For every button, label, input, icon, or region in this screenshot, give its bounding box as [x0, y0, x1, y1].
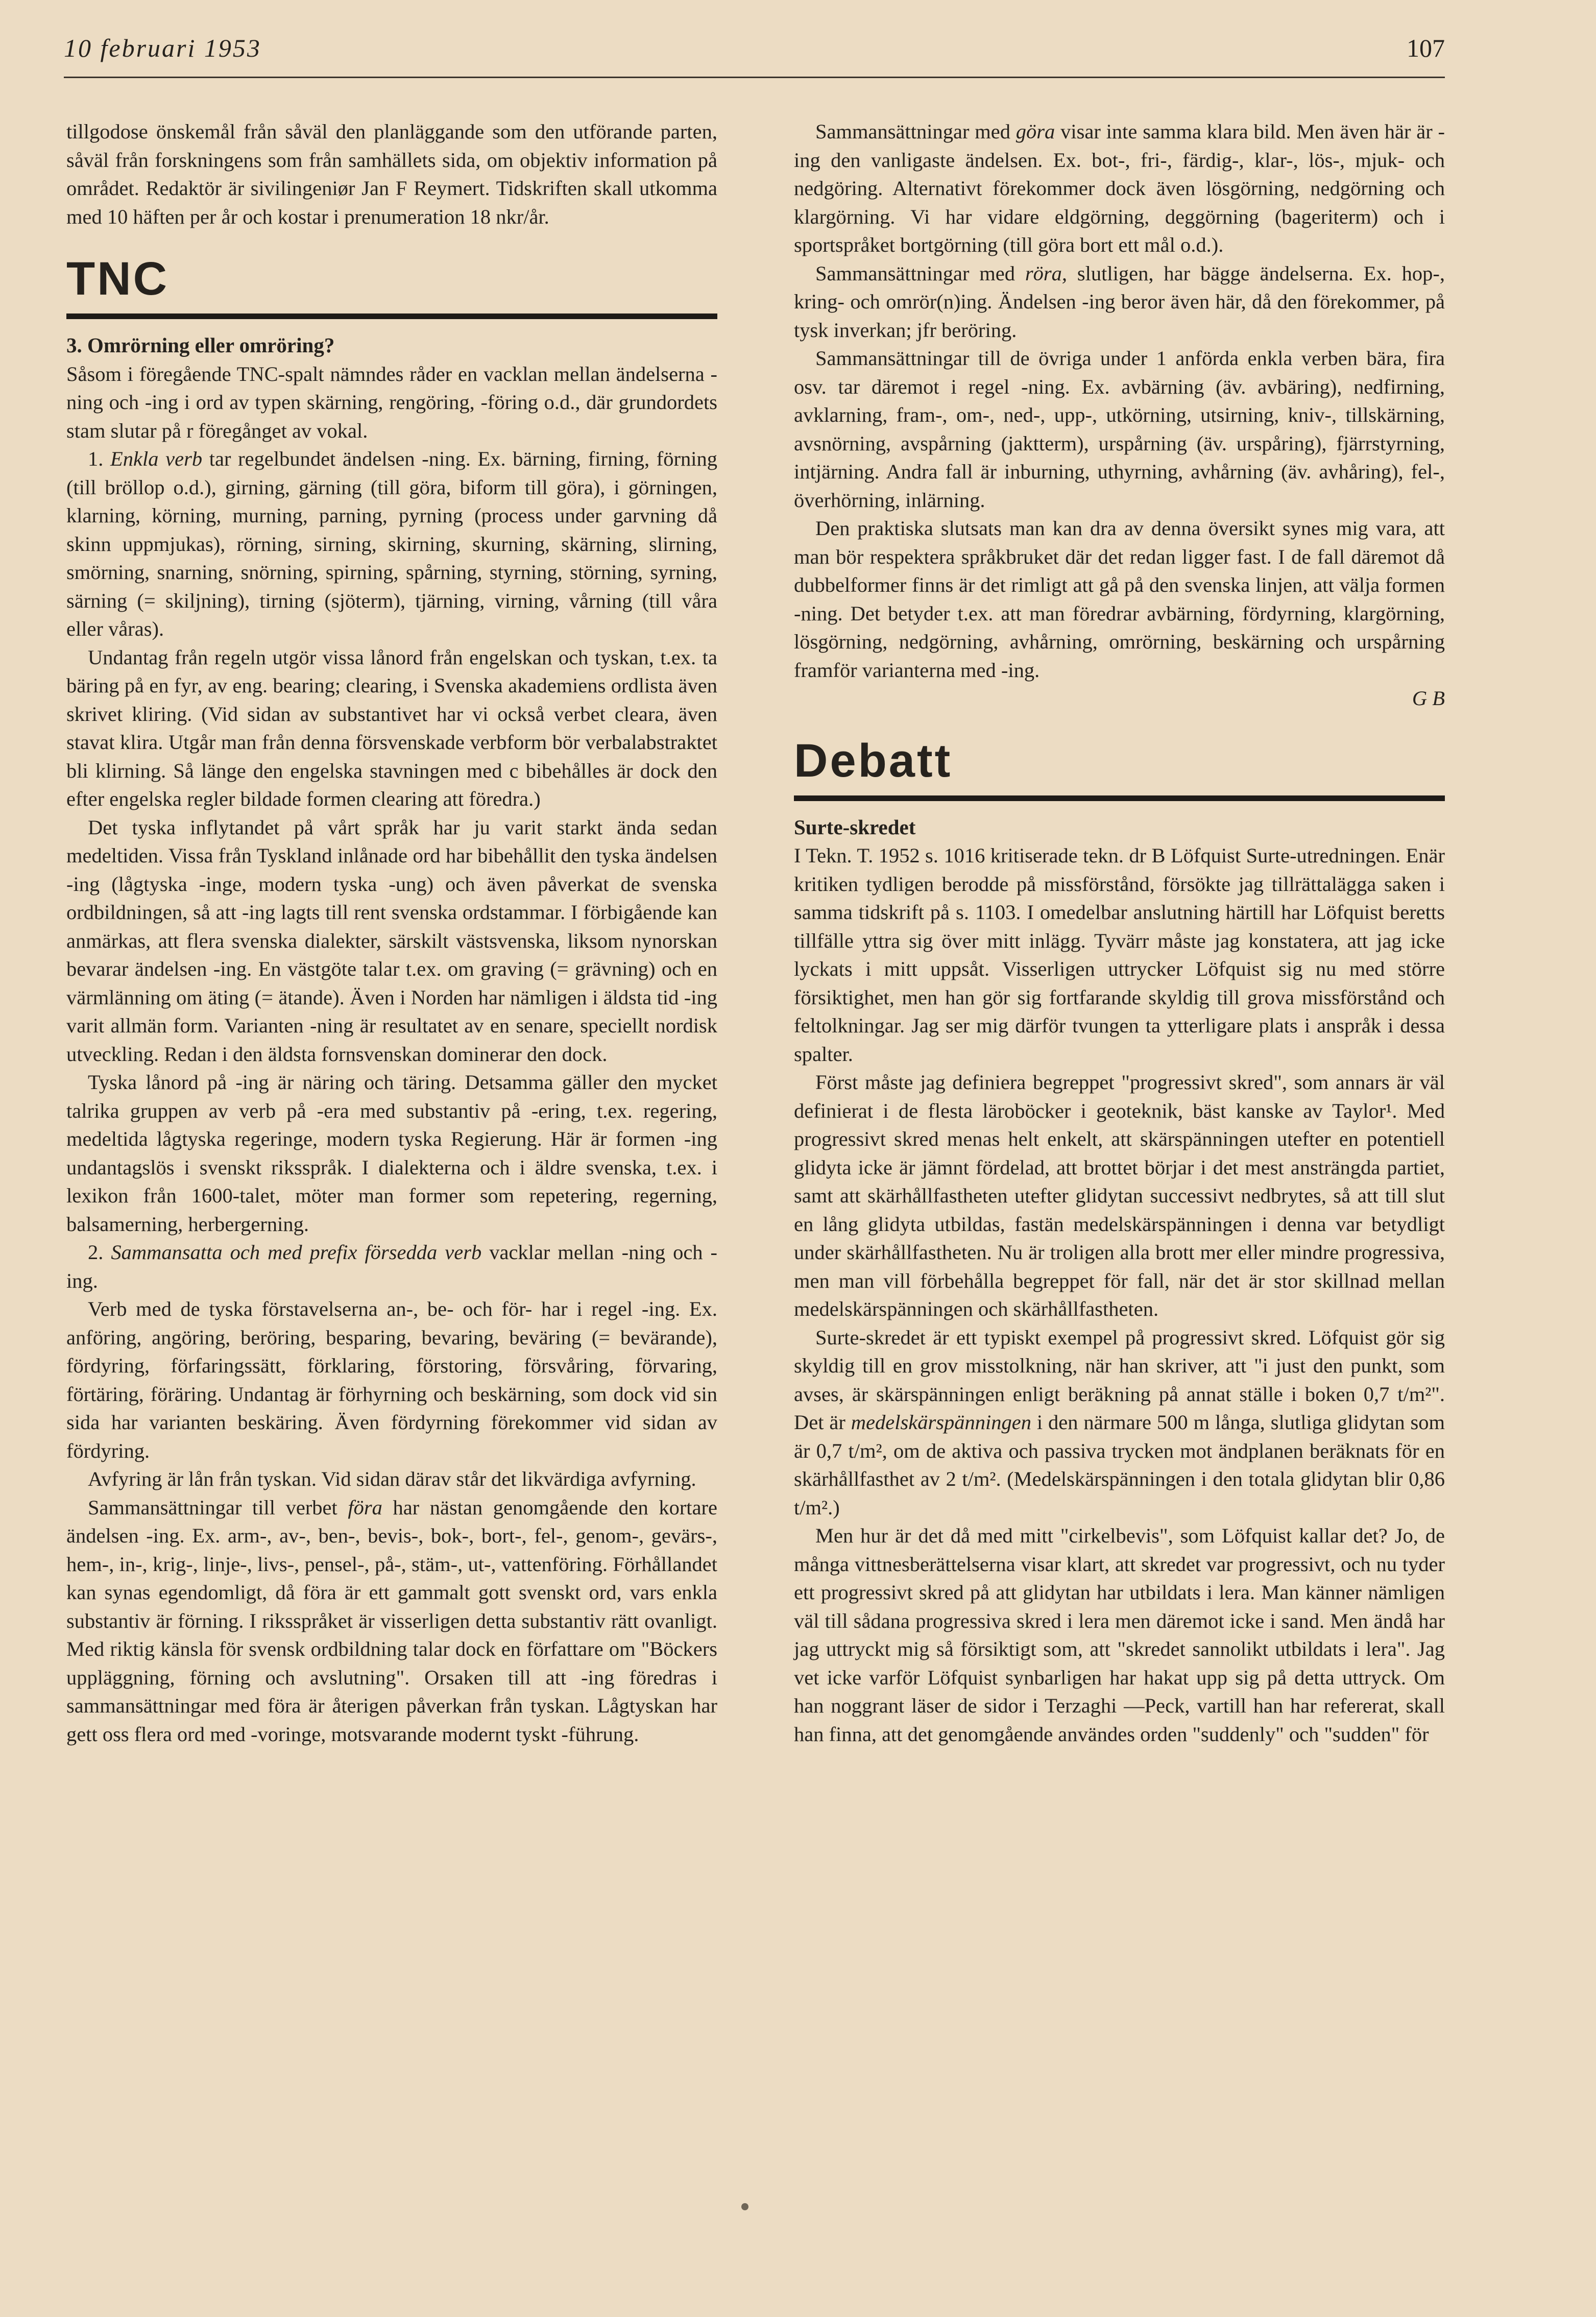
- paragraph: [66, 1493, 717, 1749]
- section-rule-tnc: [66, 313, 717, 319]
- paragraph: Verb med de tyska förstavelserna an-, be- och för- har i regel -ing. Ex. anföring, angöring, beröring, besparing, bevaring, beväring (= bevärande), fördyring, förfaringssätt, förklaring, förstoring, försvåring, förvaring, förtäring, föräring. Undantag är förhyrning och beskärning, som dock vid sin sida har varianten beskäring. Även fördyrning förekommer vid sidan av fördyring.: [66, 1297, 717, 1462]
- emphasis: göra: [1015, 120, 1055, 143]
- subheading-surte-skredet: Surte-skredet: [794, 815, 916, 839]
- paragraph-text: Sammansättningar till verbet: [88, 1495, 337, 1519]
- issue-date: 10 februari 1953: [64, 34, 261, 62]
- paragraph: Först måste jag definiera begreppet "progressivt skred", som annars är väl definierat i de flesta läroböcker i geoteknik, bäst kanske av Taylor¹. Med progressivt skred menas helt enkelt, att skärspänningen utefter en potentiell glidyta icke är jämnt fördelad, att brottet börjar i det mest ansträngda partiet, samt att skärhållfastheten utefter glidytan successivt nedbrytes, så att till slut en lång glidyta utbildas, fastän medelskärspänningen i denna var betydligt under skärhållfastheten. Nu är troligen alla brott mer eller mindre progressiva, men man vill förbehålla begreppet för fall, när det är stor skillnad mellan medelskärspänningen och skärhållfastheten.: [794, 1071, 1445, 1320]
- paragraph: [66, 1238, 717, 1295]
- ink-spot: [741, 2203, 748, 2210]
- paragraph: Avfyring är lån från tyskan. Vid sidan därav står det likvärdiga avfyrning.: [88, 1467, 696, 1490]
- emphasis: Enkla verb: [110, 447, 203, 470]
- paragraph-text: Sammansättningar med: [815, 120, 1010, 143]
- intro-paragraph: tillgodose önskemål från såväl den planläggande som den utförande parten, såväl från forskningens som från samhällets sida, om objektiv information på området. Redaktör är sivilingeniør Jan F Reymert. Tidskriften skall utkomma med 10 häften per år och kostar i prenumeration 18 nkr/år.: [66, 120, 717, 228]
- paragraph: I Tekn. T. 1952 s. 1016 kritiserade tekn. dr B Löfquist Surte-utredningen. Enär kritiken tydligen berodde på missförstånd, försökte jag tillrättalägga saken i samma tidskrift på s. 1103. I omedelbar anslutning härtill har Löfquist beretts tillfälle yttra sig över mitt inlägg. Tyvärr måste jag konstatera, att jag icke lyckats i mitt uppsåt. Visserligen uttrycker Löfquist sig nu med större försiktighet, men han gör sig fortfarande skyldig till grova missförstånd och feltolkningar. Jag ser mig därför tvungen ta ytterligare plats i anspråk i dessa spalter.: [794, 844, 1445, 1066]
- paragraph-text: slutligen, har bägge ändelserna. Ex. hop-, kring- och omrör(n)ing. Ändelsen -ing beror även här, då den förekommer, på tysk inverkan; jfr beröring.: [794, 261, 1445, 342]
- emphasis: medelskärspänningen: [851, 1411, 1031, 1434]
- page-header: [64, 33, 1445, 89]
- section-title-debatt: Debatt: [794, 734, 953, 787]
- left-column: [66, 117, 717, 1748]
- emphasis: föra: [348, 1495, 382, 1519]
- list-number: 1.: [88, 447, 104, 470]
- author-signature: G B: [1412, 687, 1445, 710]
- paragraph: [794, 117, 1445, 259]
- right-column: [794, 117, 1445, 1748]
- paragraph: Det tyska inflytandet på vårt språk har ju varit starkt ända sedan medeltiden. Vissa från Tyskland inlånade ord har bibehållit den tyska ändelsen -ing (lågtyska -inge, modern tyska -ung) och även påverkat de svenska ordbildningen, så att -ing lagts till rent svenska ordstammar. I förbigående kan anmärkas, att flera svenska dialekter, särskilt västsvenska, liksom nynorskan bevarar ändelsen -ing. En västgöte talar t.ex. om graving (= grävning) och en värmlänning om äting (= ätande). Även i Norden har nämligen i äldsta tid -ing varit allmän form. Varianten -ning är resultatet av en senare, speciellt nordisk utveckling. Redan i den äldsta fornsvenskan dominerar den dock.: [66, 815, 717, 1066]
- paragraph-text: vacklar mellan -ning och -ing.: [66, 1241, 718, 1292]
- section-rule-debatt: [794, 795, 1445, 801]
- section-title-tnc: TNC: [66, 253, 170, 305]
- paragraph: Sammansättningar till de övriga under 1 anförda enkla verben bära, fira osv. tar däremot i regel -ning. Ex. avbärning (äv. avbäring), nedfirning, avklarning, fram-, om-, ned-, upp-, utkörning, utsirning, kniv-, tillskärning, avsnörning, avspårning (jaktterm), urspårning (äv. urspåring), fjärrstyrning, intjärning. Andra fall är inburning, uthyrning, avhårning (äv. avhåring), fel-, överhörning, inlärning.: [794, 347, 1445, 512]
- paragraph: Tyska lånord på -ing är näring och täring. Detsamma gäller den mycket talrika gruppen av verb på -era med substantiv på -ering, t.ex. regering, medeltida lågtyska regeringe, modern tyska Regierung. Här är formen -ing undantagslös i svenskt riksspråk. I dialekterna och i äldre svenska, t.ex. i lexikon från 1600-talet, möter man former som repetering, regerning, balsamerning, herbergerning.: [66, 1071, 717, 1236]
- emphasis: röra,: [1025, 261, 1068, 285]
- paragraph-text: Sammansättningar med: [815, 261, 1015, 285]
- paragraph: Undantag från regeln utgör vissa lånord från engelskan och tyskan, t.ex. ta bäring på en fyr, av eng. bearing; clearing, i Svenska akademiens ordlista även skrivet kliring. (Vid sidan av substantivet har vi också verbet cleara, även stavat klira. Utgår man från denna försvenskade verbform bör verbalabstraktet bli klirning. Så länge den engelska stavningen med c bibehålles är dock den efter engelska regler bildade formen clearing att föredra.): [66, 645, 717, 810]
- paragraph: Men hur är det då med mitt "cirkelbevis", som Löfquist kallar det? Jo, de många vittnesberättelserna visar klart, att skredet var progressivt, och nu tyder ett progressivt skred på att glidytan har utbildats i lera. Man känner nämligen väl till sådana progressiva skred i lera men däremot icke i sand. Men ändå har jag uttryckt mig så försiktigt som, att "skredet sannolikt utbildats i lera". Jag vet icke varför Löfquist synbarligen har hakat upp sig på detta uttryck. Om han noggrant läser de sidor i Terzaghi —Peck, vartill han har refererat, skall han finna, att det genomgående användes orden "suddenly" och "sudden" för: [794, 1524, 1445, 1746]
- paragraph: Den praktiska slutsats man kan dra av denna översikt synes mig vara, att man bör respektera språkbruket där det redan ligger fast. I de fall däremot då dubbelformer finns är det rimligt att gå på den svenska linjen, att välja formen -ning. Det betyder t.ex. att man föredrar avbärning, fördyrning, klargörning, lösgörning, nedgörning, avhårning, omrörning, beskärning och urspårning framför varianterna med -ing.: [794, 517, 1445, 682]
- subheading-omrorning: 3. Omrörning eller omröring?: [66, 333, 335, 357]
- list-number: 2.: [88, 1241, 104, 1264]
- emphasis: Sammansatta och med prefix försedda verb: [111, 1241, 482, 1264]
- paragraph: [794, 1323, 1445, 1522]
- paragraph: [794, 259, 1445, 345]
- paragraph-text: tar regelbundet ändelsen -ning. Ex. bärning, firning, förning (till bröllop o.d.), girning, gärning (till göra, biform till göra), i görningen, klarning, körning, murning, parning, pyrning (process under garvning då skinn uppmjukas), rörning, sirning, skirning, skurning, skärning, slirning, smörning, snarning, snörning, spirning, spårning, styrning, störning, syrning, särning (= skiljning), tirning (sjöterm), tjärning, virning, vårning (till våra eller våras).: [66, 447, 718, 640]
- header-rule: [64, 77, 1445, 78]
- page-number: 107: [1407, 34, 1445, 62]
- paragraph-text: Surte-skredet är ett typiskt exempel på progressivt skred. Löfquist gör sig skyldig till en grov misstolkning, när han skriver, att "i just den punkt, som avses, är skärspänningen enligt beräkning på annat ställe i boken 0,7 t/m²". Det är: [794, 1325, 1445, 1434]
- paragraph-text: i den närmare 500 m långa, slutliga glidytan som är 0,7 t/m², om de aktiva och passiva trycken mot ändplanen beräknats för en skärhållfasthet av 2 t/m². (Medelskärspänningen i den totala glidytan blir 0,86 t/m².): [794, 1411, 1445, 1519]
- paragraph: [66, 445, 717, 643]
- paragraph-text: har nästan genomgående den kortare ändelsen -ing. Ex. arm-, av-, ben-, bevis-, bok-, bort-, fel-, genom-, gevärs-, hem-, in-, krig-, linje-, livs-, pensel-, på-, stäm-, ut-, vattenföring. Förhållandet kan synas egendomligt, då föra är ett gammalt gott svenskt ord, vars enkla substantiv är förning. I riksspråket är visserligen detta substantiv rätt ovanligt. Med riktig känsla för svensk ordbildning talar dock en författare om "Böckers uppläggning, förning och avslutning". Orsaken till att -ing föredras i sammansättningar med föra är återigen påverkan från tyskan. Lågtyskan har gett oss flera ord med -voringe, motsvarande modernt tyskt -führung.: [66, 1495, 718, 1746]
- paragraph: Såsom i föregående TNC-spalt nämndes råder en vacklan mellan ändelserna -ning och -ing i ord av typen skärning, rengöring, -föring o.d., där grundordets stam slutar på r föregånget av vokal.: [66, 362, 717, 442]
- paragraph-text: visar inte samma klara bild. Men även här är -ing den vanligaste ändelsen. Ex. bot-, fri-, färdig-, klar-, lös-, mjuk- och nedgöring. Alternativt förekommer dock även lösgörning, nedgörning och klargörning. Vi har vidare eldgörning, deggörning (bageriterm) och i sportspråket bortgörning (till göra bort ett mål o.d.).: [794, 120, 1445, 256]
